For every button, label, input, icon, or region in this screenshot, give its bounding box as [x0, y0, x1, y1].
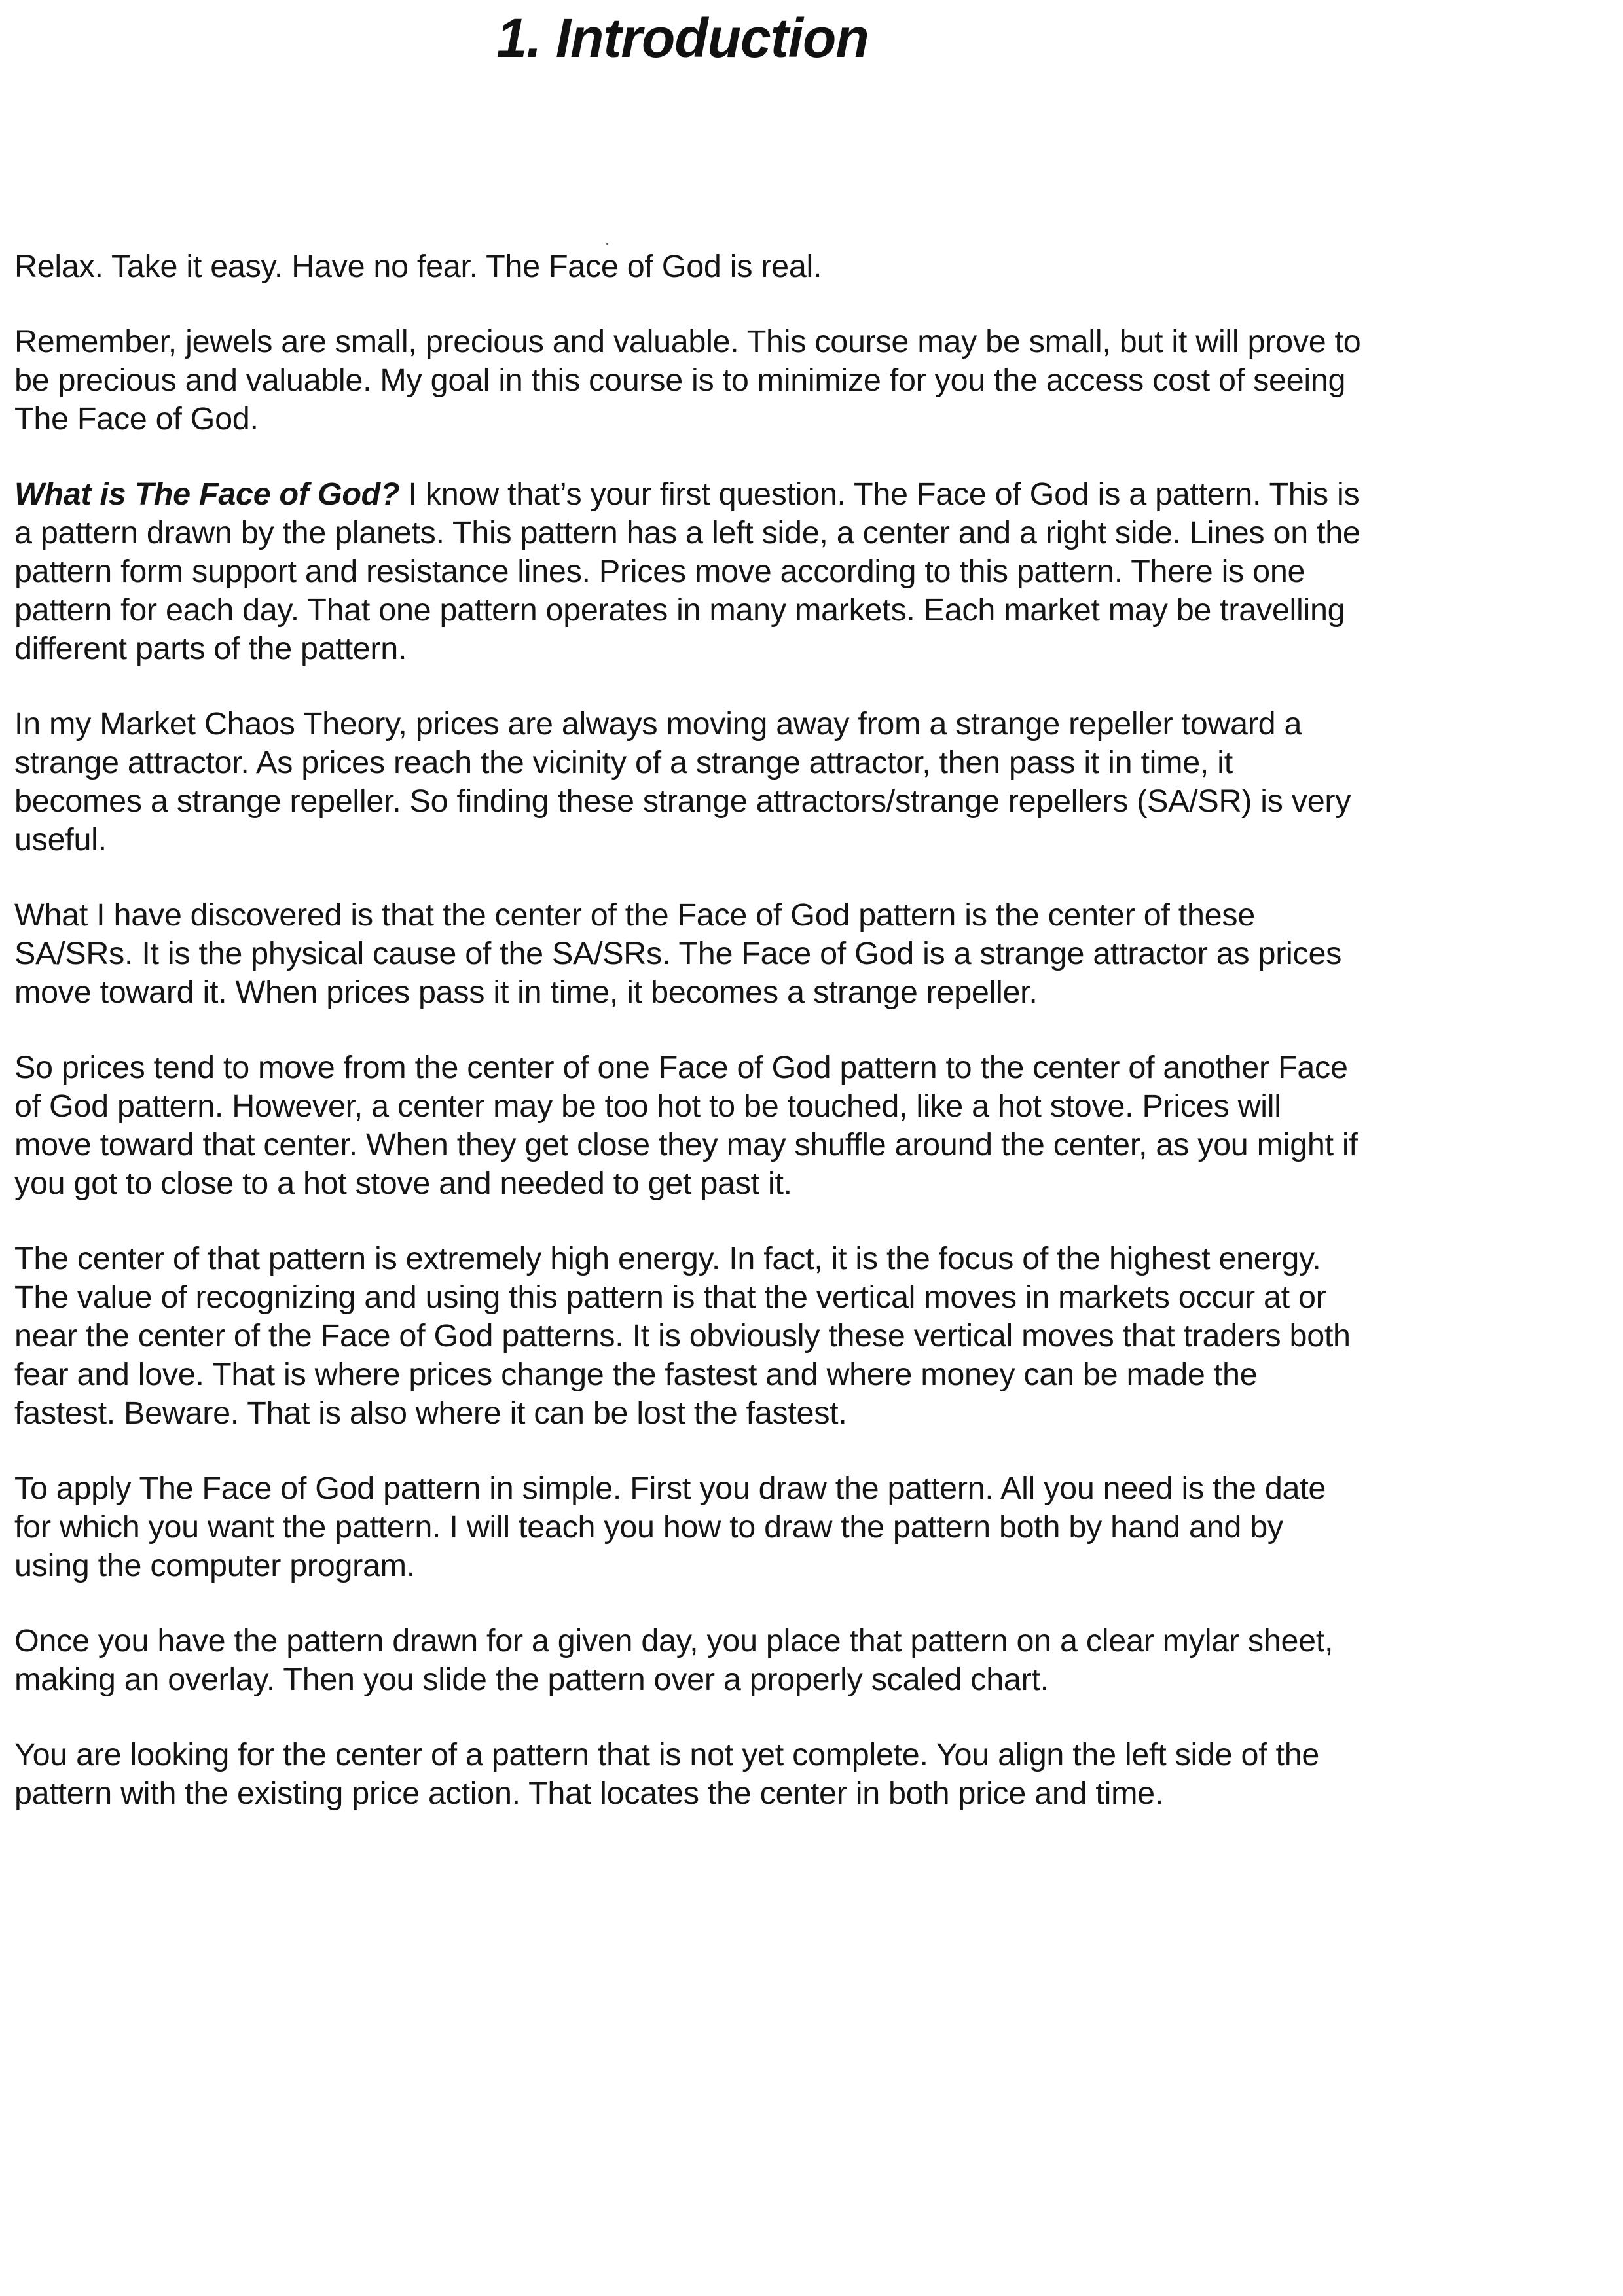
paragraph-text: So prices tend to move from the center of one Face of God pattern to the center of another Face of God pattern. However, a center may be too hot to be touched, like a hot stove. Prices will move toward that center. When they get close they may shuffle around the center, as you might if you got to close to a hot stove and needed to get past it.: [14, 1050, 1358, 1201]
paragraph-hot-stove: [14, 1049, 1363, 1203]
paragraph-high-energy: [14, 1240, 1363, 1433]
paragraph-overlay: [14, 1622, 1363, 1699]
paragraph-apply: [14, 1469, 1363, 1585]
paragraph-text: I know that’s your first question. The Face of God is a pattern. This is a pattern drawn by the planets. This pattern has a left side, a center and a right side. Lines on the pattern form support and resistance lines. Prices move according to this pattern. There is one pattern for each day. That one pattern operates in many markets. Each market may be travelling different parts of the pattern.: [14, 476, 1360, 666]
page-title: 1. Introduction: [496, 7, 869, 69]
paragraph-text: To apply The Face of God pattern in simple. First you draw the pattern. All you need is the date for which you want the pattern. I will teach you how to draw the pattern both by hand and by using the computer program.: [14, 1471, 1326, 1583]
body-text: [14, 247, 1363, 1850]
scan-speck: [606, 243, 608, 245]
paragraph-center: [14, 1736, 1363, 1813]
paragraph-market-chaos: [14, 705, 1363, 859]
paragraph-text: What I have discovered is that the center of the Face of God pattern is the center of these SA/SRs. It is the physical cause of the SA/SRs. The Face of God is a strange attractor as prices move toward it. When prices pass it in time, it becomes a strange repeller.: [14, 897, 1342, 1010]
paragraph-text: The center of that pattern is extremely high energy. In fact, it is the focus of the highest energy. The value of recognizing and using this pattern is that the vertical moves in markets occur at or near the center of the Face of God patterns. It is obviously these vertical moves that traders both fear and love. That is where prices change the fastest and where money can be made the fastest. Beware. That is also where it can be lost the fastest.: [14, 1241, 1351, 1431]
paragraph-what-is: [14, 475, 1363, 668]
paragraph-jewels: [14, 323, 1363, 439]
paragraph-text: Once you have the pattern drawn for a given day, you place that pattern on a clear mylar sheet, making an overlay. Then you slide the pattern over a properly scaled chart.: [14, 1623, 1334, 1697]
paragraph-lead-question: What is The Face of God?: [14, 476, 400, 512]
paragraph-text: In my Market Chaos Theory, prices are always moving away from a strange repeller toward a strange attractor. As prices reach the vicinity of a strange attractor, then pass it in time, it becomes a strange repeller. So finding these strange attractors/strange repellers (SA/SR) is very useful.: [14, 706, 1351, 857]
paragraph-text: Relax. Take it easy. Have no fear. The Face of God is real.: [14, 249, 822, 284]
paragraph-text: You are looking for the center of a pattern that is not yet complete. You align the left side of the pattern with the existing price action. That locates the center in both price and time.: [14, 1737, 1320, 1811]
paragraph-relax: [14, 247, 1363, 286]
paragraph-discovery: [14, 896, 1363, 1012]
paragraph-text: Remember, jewels are small, precious and valuable. This course may be small, but it will prove to be precious and valuable. My goal in this course is to minimize for you the access cost of seeing The Face of God.: [14, 324, 1361, 437]
